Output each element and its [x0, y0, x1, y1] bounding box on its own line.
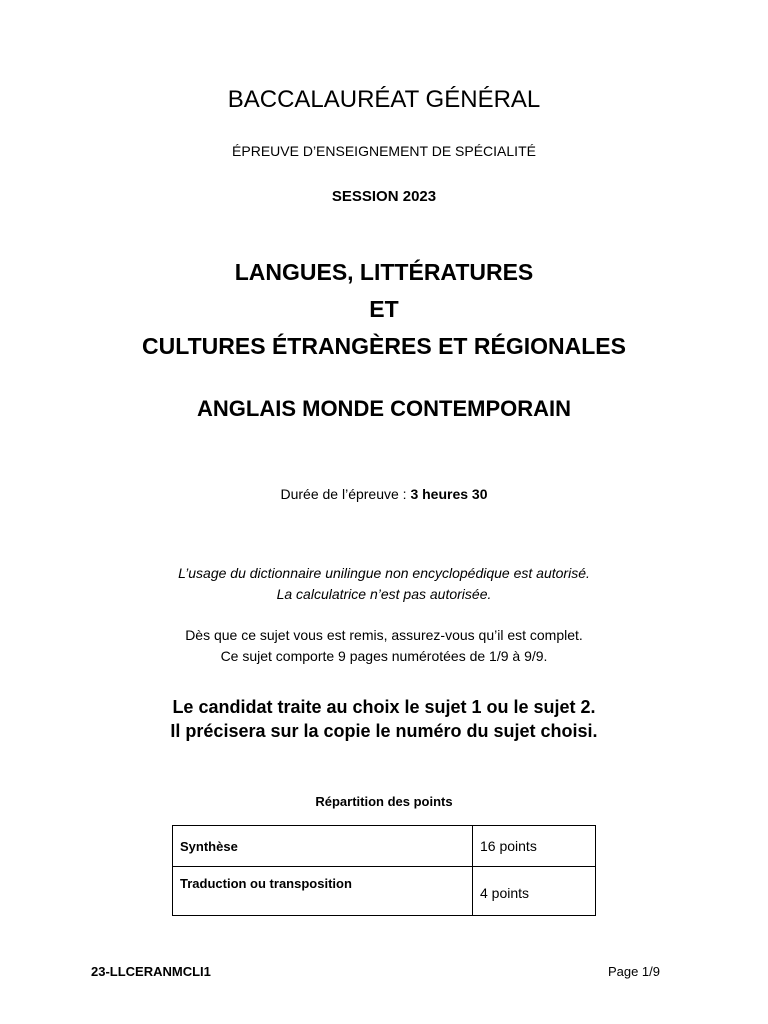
- page-number: Page 1/9: [607, 964, 660, 979]
- subject-choice-instruction: Le candidat traite au choix le sujet 1 ou le sujet 2.: [172, 697, 596, 717]
- duration-line: [0, 485, 768, 503]
- points-label: Synthèse: [173, 826, 473, 867]
- table-row: [173, 867, 596, 916]
- completeness-check: Dès que ce sujet vous est remis, assurez-vous qu’il est complet.: [185, 627, 583, 643]
- subject-specify-instruction: Il précisera sur la copie le numéro du sujet choisi.: [170, 721, 598, 741]
- session-label: SESSION 2023: [331, 188, 437, 205]
- subject-heading: [0, 254, 768, 365]
- exam-title: BACCALAURÉAT GÉNÉRAL: [227, 86, 541, 113]
- duration-value: 3 heures 30: [410, 486, 488, 502]
- candidate-instructions: [0, 695, 768, 743]
- material-rules: [0, 563, 768, 605]
- duration-label: Durée de l’épreuve :: [280, 486, 411, 502]
- table-row: [173, 826, 596, 867]
- exam-code: 23-LLCERANMCLI1: [91, 964, 211, 979]
- page-count-notice: Ce sujet comporte 9 pages numérotées de 1/9 à 9/9.: [220, 648, 548, 664]
- completeness-notice: [0, 625, 768, 667]
- points-table: [172, 825, 596, 916]
- calculator-rule: La calculatrice n’est pas autorisée.: [276, 586, 492, 602]
- subject-line-2: ET: [369, 296, 399, 322]
- specialty-title: ANGLAIS MONDE CONTEMPORAIN: [197, 396, 571, 421]
- subject-line-1: LANGUES, LITTÉRATURES: [234, 259, 534, 285]
- points-label: Traduction ou transposition: [173, 867, 473, 916]
- dictionary-rule: L’usage du dictionnaire unilingue non encyclopédique est autorisé.: [178, 565, 590, 581]
- points-value: 4 points: [473, 867, 596, 916]
- points-value: 16 points: [473, 826, 596, 867]
- points-table-title: Répartition des points: [315, 794, 453, 809]
- exam-type: ÉPREUVE D’ENSEIGNEMENT DE SPÉCIALITÉ: [232, 143, 536, 159]
- subject-line-3: CULTURES ÉTRANGÈRES ET RÉGIONALES: [142, 333, 626, 359]
